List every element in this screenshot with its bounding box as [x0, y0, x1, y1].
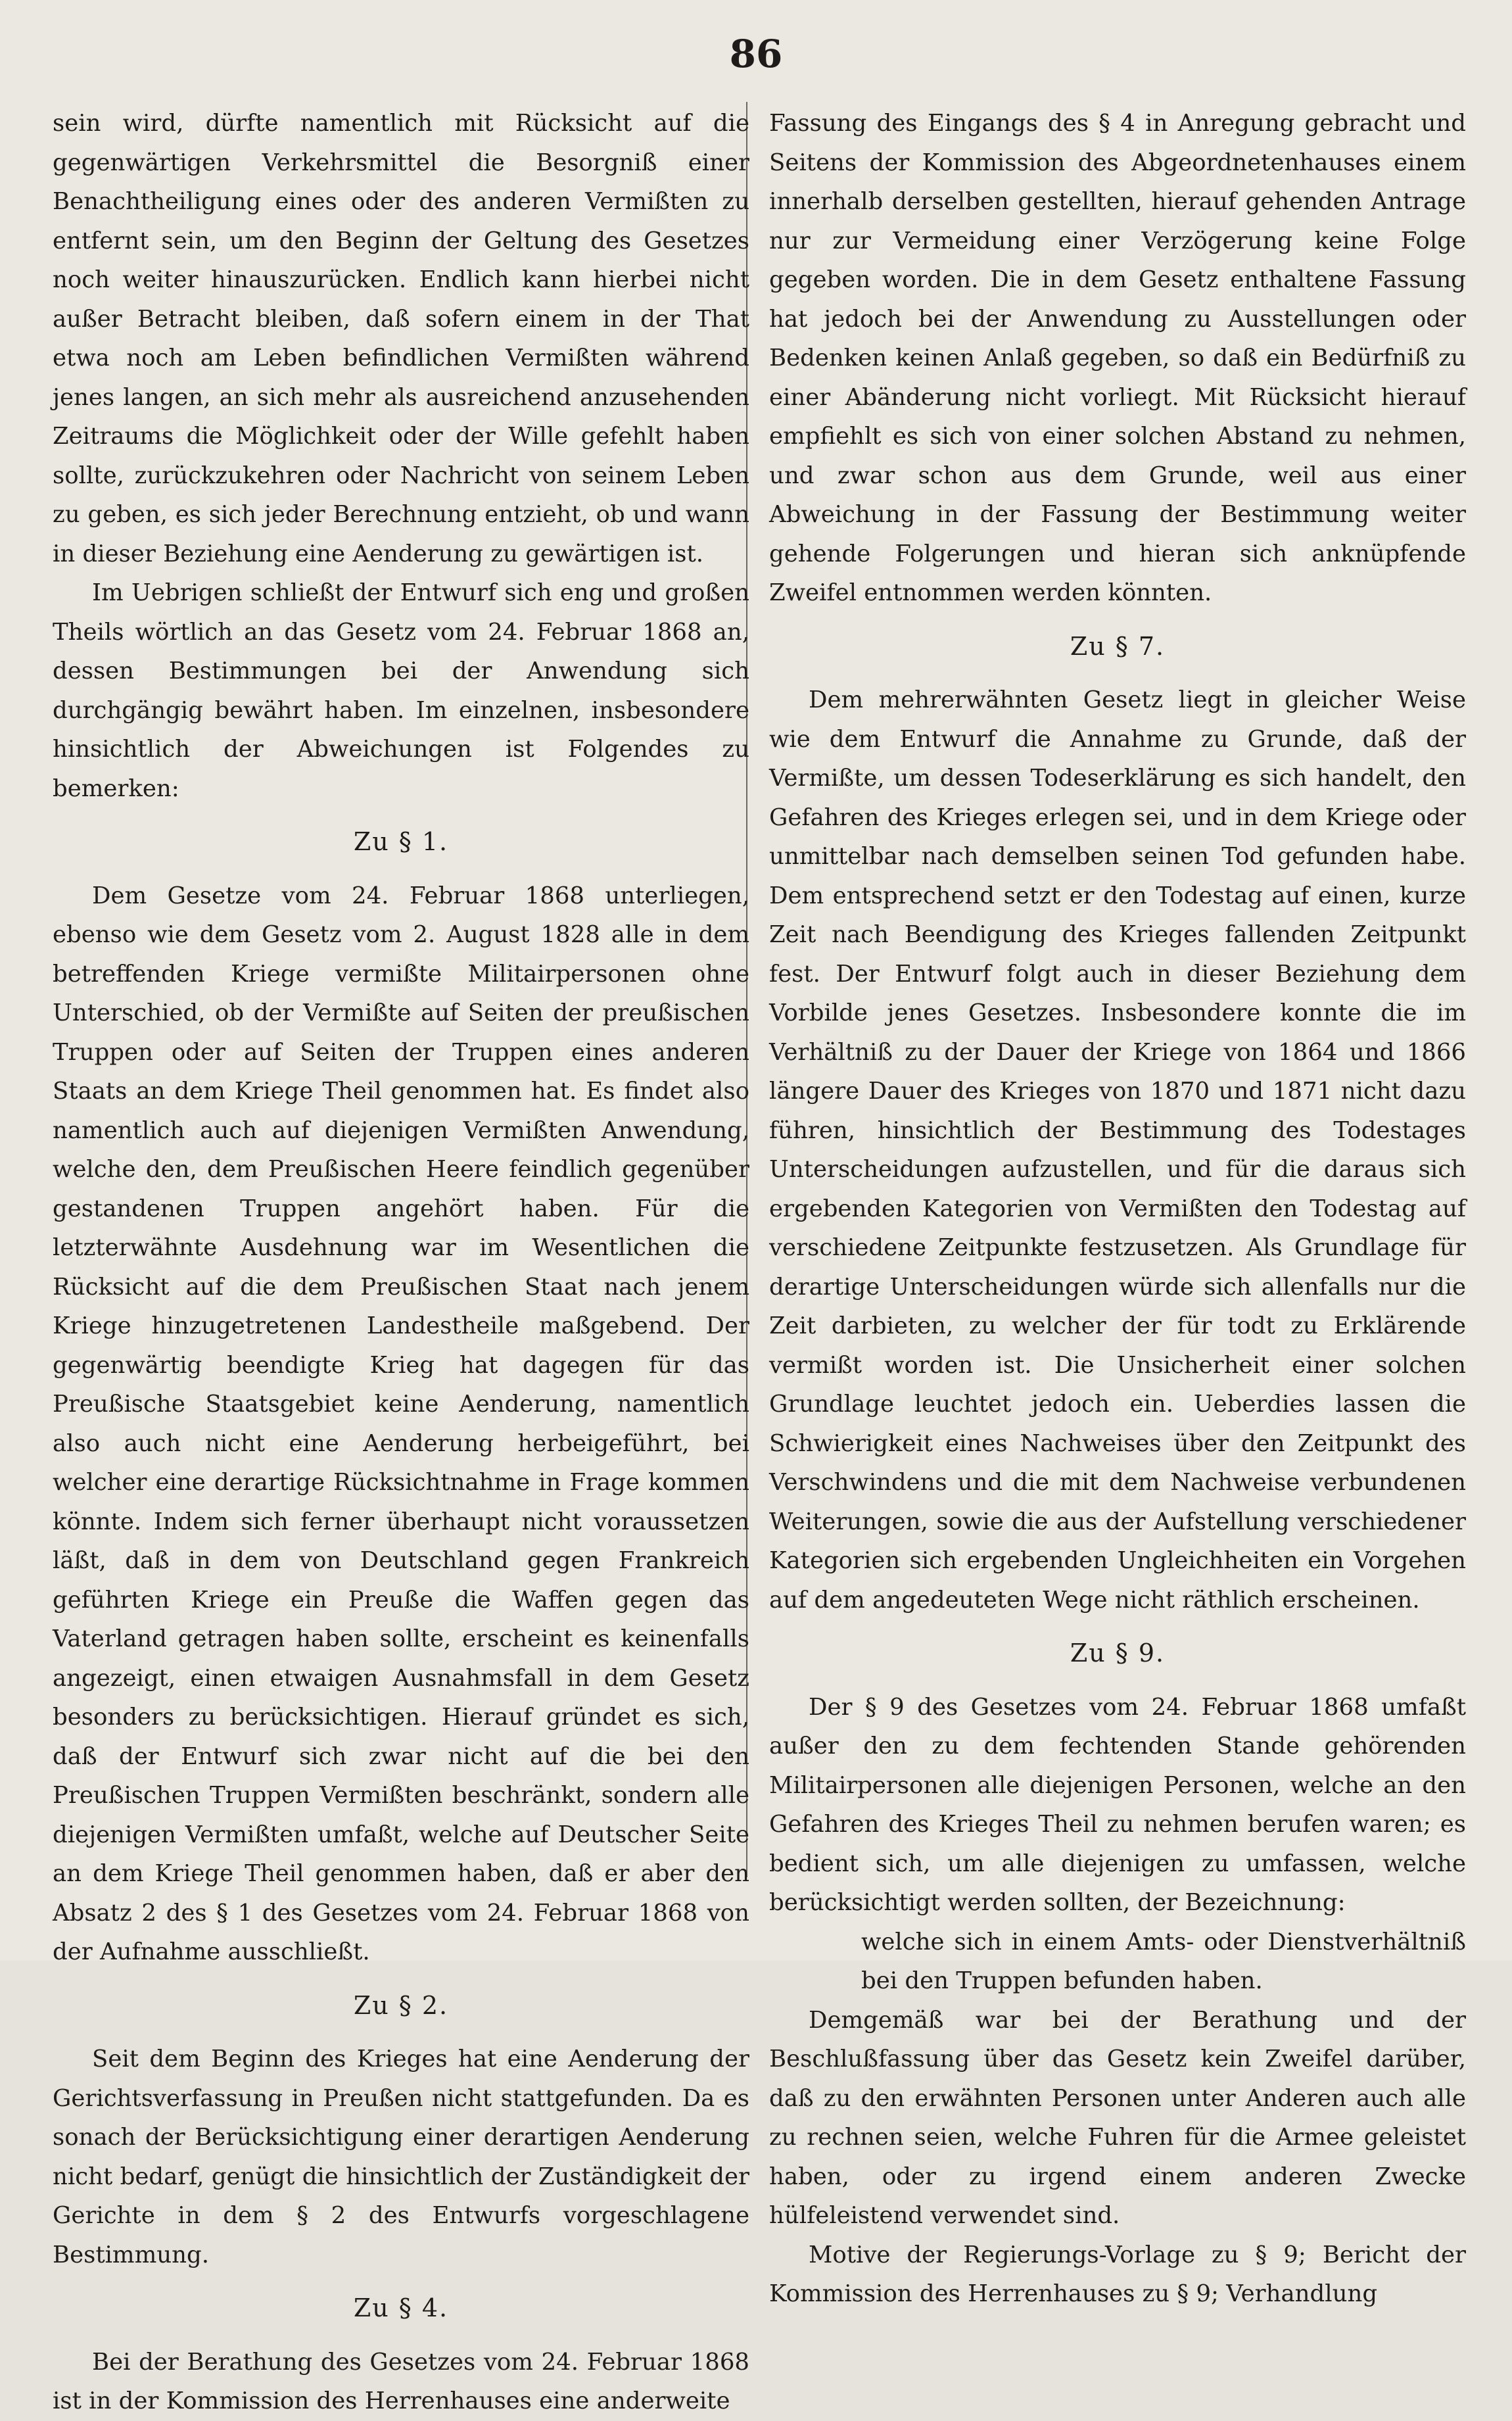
page-number: 86: [729, 32, 783, 76]
section-heading: Zu § 2.: [353, 1990, 449, 2020]
paragraph: Demgemäß war bei der Berathung und der Beschlußfassung über das Gesetz kein Zweifel darüber, daß zu den erwähnten Personen unter Anderen auch alle zu rechnen seien, welche Fuhren für die Armee geleistet haben, oder zu irgend einem anderen Zwecke hülfeleistend verwendet sind.: [769, 2006, 1466, 2229]
paragraph: sein wird, dürfte namentlich mit Rücksicht auf die gegenwärtigen Verkehrsmittel die Besorgniß einer Benachtheiligung eines oder des anderen Vermißten zu entfernt sein, um den Beginn der Geltung des Gesetzes noch weiter hinauszurücken. Endlich kann hierbei nicht außer Betracht bleiben, daß sofern einem in der That etwa noch am Leben befindlichen Vermißten während jenes langen, an sich mehr als ausreichend anzusehenden Zeitraums die Möglichkeit oder der Wille gefehlt haben sollte, zurückzukehren oder Nachricht von seinem Leben zu geben, es sich jeder Berechnung entzieht, ob und wann in dieser Beziehung eine Aenderung zu gewärtigen ist.: [53, 110, 749, 567]
quoted-text: welche sich in einem Amts- oder Dienstverhältniß bei den Truppen befunden haben.: [861, 1928, 1466, 1994]
paragraph: Dem mehrerwähnten Gesetz liegt in gleicher Weise wie dem Entwurf die Annahme zu Grunde, daß der Vermißte, um dessen Todeserklärung es sich handelt, den Gefahren des Krieges erlegen sei, und in dem Kriege oder unmittelbar nach demselben seinen Tod gefunden habe. Dem entsprechend setzt er den Todestag auf einen, kurze Zeit nach Beendigung des Krieges fallenden Zeitpunkt fest. Der Entwurf folgt auch in dieser Beziehung dem Vorbilde jenes Gesetzes. Insbesondere konnte die im Verhältniß zu der Dauer der Kriege von 1864 und 1866 längere Dauer des Krieges von 1870 und 1871 nicht dazu führen, hinsichtlich der Bestimmung des Todestages Unterscheidungen aufzustellen, und für die daraus sich ergebenden Kategorien von Vermißten den Todestag auf verschiedene Zeitpunkte festzusetzen. Als Grundlage für derartige Unterscheidungen würde sich allenfalls nur die Zeit darbieten, zu welcher der für todt zu Erklärende vermißt worden ist. Die Unsicherheit einer solchen Grundlage leuchtet jedoch ein. Ueberdies lassen die Schwierigkeit eines Nachweises über den Zeitpunkt des Verschwindens und die mit dem Nachweise verbundenen Weiterungen, sowie die aus der Aufstellung verschiedener Kategorien sich ergebenden Ungleichheiten ein Vorgehen auf dem angedeuteten Wege nicht räthlich erscheinen.: [769, 686, 1466, 1614]
right-column: [769, 104, 1466, 2314]
paragraph: Fassung des Eingangs des § 4 in Anregung gebracht und Seitens der Kommission des Abgeordnetenhauses einem innerhalb derselben gestellten, hierauf gehenden Antrage nur zur Vermeidung einer Verzögerung keine Folge gegeben worden. Die in dem Gesetz enthaltene Fassung hat jedoch bei der Anwendung zu Ausstellungen oder Bedenken keinen Anlaß gegeben, so daß ein Bedürfniß zu einer Abänderung nicht vorliegt. Mit Rücksicht hierauf empfiehlt es sich von einer solchen Abstand zu nehmen, und zwar schon aus dem Grunde, weil aus einer Abweichung in der Fassung der Bestimmung weiter gehende Folgerungen und hieran sich anknüpfende Zweifel entnommen werden könnten.: [769, 110, 1466, 606]
paragraph: Motive der Regierungs-Vorlage zu § 9; Bericht der Kommission des Herrenhauses zu § 9; Verhandlung: [769, 2241, 1466, 2307]
left-column: [53, 104, 749, 2421]
section-heading: Zu § 4.: [353, 2293, 449, 2322]
paragraph: Dem Gesetze vom 24. Februar 1868 unterliegen, ebenso wie dem Gesetz vom 2. August 1828 alle in dem betreffenden Kriege vermißte Militairpersonen ohne Unterschied, ob der Vermißte auf Seiten der preußischen Truppen oder auf Seiten der Truppen eines anderen Staats an dem Kriege Theil genommen hat. Es findet also namentlich auch auf diejenigen Vermißten Anwendung, welche den, dem Preußischen Heere feindlich gegenüber gestandenen Truppen angehört haben. Für die letzterwähnte Ausdehnung war im Wesentlichen die Rücksicht auf die dem Preußischen Staat nach jenem Kriege hinzugetretenen Landestheile maßgebend. Der gegenwärtig beendigte Krieg hat dagegen für das Preußische Staatsgebiet keine Aenderung, namentlich also auch nicht eine Aenderung herbeigeführt, bei welcher eine derartige Rücksichtnahme in Frage kommen könnte. Indem sich ferner überhaupt nicht voraussetzen läßt, daß in dem von Deutschland gegen Frankreich geführten Kriege ein Preuße die Waffen gegen das Vaterland getragen haben sollte, erscheint es keinenfalls angezeigt, einen etwaigen Ausnahmsfall in dem Gesetz besonders zu berücksichtigen. Hierauf gründet es sich, daß der Entwurf sich zwar nicht auf die bei den Preußischen Truppen Vermißten beschränkt, sondern alle diejenigen Vermißten umfaßt, welche auf Deutscher Seite an dem Kriege Theil genommen haben, daß er aber den Absatz 2 des § 1 des Gesetzes vom 24. Februar 1868 von der Aufnahme ausschließt.: [53, 882, 749, 1965]
paragraph: Der § 9 des Gesetzes vom 24. Februar 1868 umfaßt außer den zu dem fechtenden Stande gehörenden Militairpersonen alle diejenigen Personen, welche an den Gefahren des Krieges Theil zu nehmen berufen waren; es bedient sich, um alle diejenigen zu umfassen, welche berücksichtigt werden sollten, der Bezeichnung:: [769, 1693, 1466, 1916]
section-heading: Zu § 9.: [1070, 1639, 1166, 1667]
paragraph: Im Uebrigen schließt der Entwurf sich eng und großen Theils wörtlich an das Gesetz vom 24. Februar 1868 an, dessen Bestimmungen bei der Anwendung sich durchgängig bewährt haben. Im einzelnen, insbesondere hinsichtlich der Abweichungen ist Folgendes zu bemerken:: [53, 579, 749, 802]
paragraph: Seit dem Beginn des Krieges hat eine Aenderung der Gerichtsverfassung in Preußen nicht stattgefunden. Da es sonach der Berücksichtigung einer derartigen Aenderung nicht bedarf, genügt die hinsichtlich der Zuständigkeit der Gerichte in dem § 2 des Entwurfs vorgeschlagene Bestimmung.: [53, 2046, 749, 2268]
paragraph: Bei der Berathung des Gesetzes vom 24. Februar 1868 ist in der Kommission des Herrenhauses eine anderweite: [53, 2348, 749, 2414]
section-heading: Zu § 7.: [1070, 631, 1166, 661]
section-heading: Zu § 1.: [353, 827, 449, 856]
